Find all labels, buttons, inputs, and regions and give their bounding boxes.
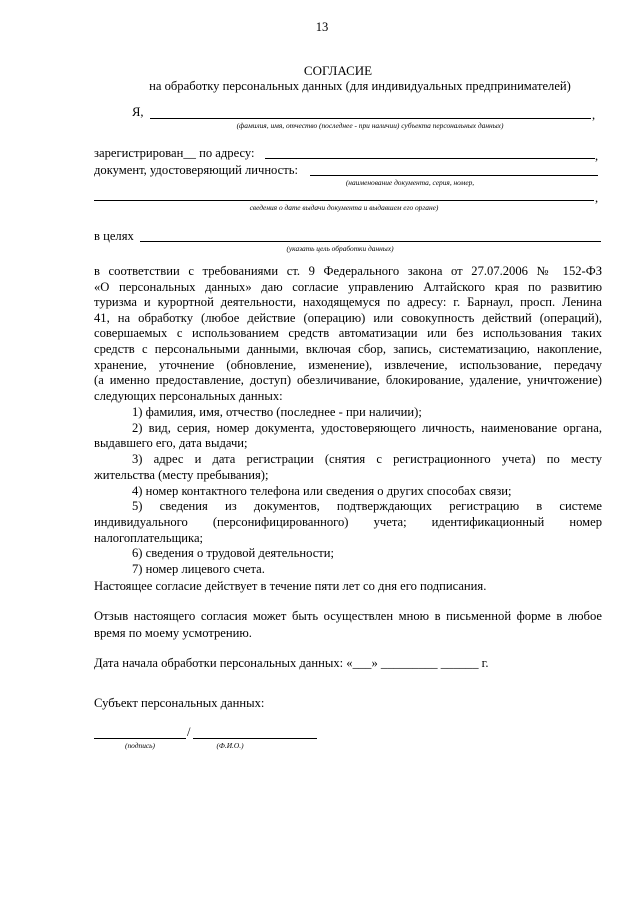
caption-name: (Ф.И.О.) [216,741,244,750]
body-line: (а именно предоставление, доступ) обезличивание, блокирование, удаление, уничтожение) [94,373,602,388]
body-line: следующих персональных данных: [94,388,283,403]
body-line: «О персональных данных» даю согласие управлению Алтайского края по развитию [94,279,602,294]
fio-comma: , [592,108,596,122]
purpose-field-line[interactable] [140,241,601,242]
fio-field-line[interactable] [150,118,591,119]
ya-label: Я, [132,105,144,119]
signature-slash: / [187,725,191,739]
body-line: туризма и курортной деятельности, находящемуся по адресу: г. Барнаул, просп. Ленина [94,295,602,310]
subject-label: Субъект персональных данных: [94,696,265,710]
list-item: 2) вид, серия, номер документа, удостоверяющего личность, наименование органа, [132,420,602,435]
address-field-line[interactable] [265,158,595,159]
body-line: хранение, уточнение (обновление, изменение), извлечение, использование, передачу [94,357,602,372]
document-subtitle: на обработку персональных данных (для индивидуальных предпринимателей) [149,79,571,93]
purpose-label: в целях [94,229,134,243]
name-field-line[interactable] [193,738,317,739]
validity-text: Настоящее согласие действует в течение пяти лет со дня его подписания. [94,579,487,593]
body-line: средств с персональными данными, включая сбор, запись, систематизацию, накопление, [94,341,602,356]
list-item: 7) номер лицевого счета. [132,562,265,577]
list-item: выдавшего его, дата выдачи; [94,436,248,451]
signature-field-line[interactable] [94,738,186,739]
registered-label: зарегистрирован__ по адресу: [94,146,255,160]
caption-fio: (фамилия, имя, отчество (последнее - при наличии) субъекта персональных данных) [236,121,504,130]
list-item: индивидуального (персонифицированного) учета; идентификационный номер [94,514,602,529]
caption-signature: (подпись) [125,741,155,750]
caption-document: (наименование документа, серия, номер, [345,178,475,187]
page-number: 13 [315,20,329,34]
document-title: СОГЛАСИЕ [303,63,373,78]
list-item: 5) сведения из документов, подтверждающих регистрацию в системе [132,499,602,514]
revoke-text-line: время по моему усмотрению. [94,626,252,640]
issue-comma: , [595,191,599,205]
revoke-text-line: Отзыв настоящего согласия может быть осуществлен мною в письменной форме в любое [94,609,602,623]
list-item: 1) фамилия, имя, отчество (последнее - при наличии); [132,405,422,419]
list-item: 3) адрес и дата регистрации (снятия с регистрационного учета) по месту [132,452,602,467]
body-line: в соответствии с требованиями ст. 9 Федерального закона от 27.07.2006 № 152-ФЗ [94,264,602,278]
list-item: жительства (месту пребывания); [94,467,269,482]
body-line: совершаемых с использованием средств автоматизации или без использования таких [94,326,602,341]
list-item: налогоплательщика; [94,530,204,545]
data-list [94,405,602,578]
document-label: документ, удостоверяющий личность: [94,163,299,177]
start-date-line: Дата начала обработки персональных данных: «___» _________ ______ г. [94,656,489,670]
body-line: 41, на обработку (любое действие (операцию) или совокупность действий (операций), [94,310,602,325]
address-comma: , [595,149,599,163]
document-issue-field-line[interactable] [94,200,594,201]
list-item: 4) номер контактного телефона или сведения о других способах связи; [132,483,512,498]
caption-purpose: (указать цель обработки данных) [286,244,394,253]
list-item: 6) сведения о трудовой деятельности; [132,546,335,561]
document-field-line[interactable] [310,175,598,176]
caption-issue: сведения о дате выдачи документа и выдавшем его органе) [249,203,439,212]
consent-body [94,264,602,404]
